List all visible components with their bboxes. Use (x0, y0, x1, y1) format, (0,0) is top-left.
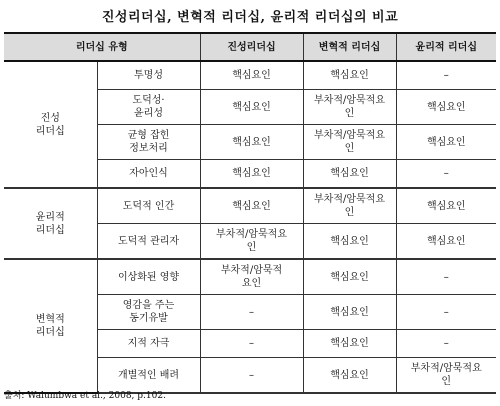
cell-transformational: 부차적/암묵적요 인 (303, 188, 396, 224)
sub-factor: 개별적인 배려 (97, 358, 200, 394)
table-row (4, 61, 496, 90)
cell-ethical: – (396, 259, 496, 295)
cell-authentic: 부차적/암묵적 요인 (200, 259, 303, 295)
cell-authentic: 핵심요인 (200, 188, 303, 224)
cell-ethical: – (396, 295, 496, 330)
cell-authentic: 핵심요인 (200, 90, 303, 125)
header-ethical: 윤리적 리더십 (396, 33, 496, 61)
sub-factor: 자아인식 (97, 160, 200, 189)
cell-authentic: 핵심요인 (200, 61, 303, 90)
cell-authentic: – (200, 358, 303, 394)
table-body (4, 61, 496, 393)
header-row (4, 33, 496, 61)
cell-ethical: 핵심요인 (396, 125, 496, 160)
sub-factor: 영감을 주는 동기유발 (97, 295, 200, 330)
cell-authentic: 핵심요인 (200, 125, 303, 160)
sub-factor: 균형 잡힌 정보처리 (97, 125, 200, 160)
cell-ethical: 핵심요인 (396, 188, 496, 224)
source-note: 출처: Walumbwa et al., 2008, p.102. (4, 391, 166, 401)
header-authentic: 진성리더십 (200, 33, 303, 61)
cell-authentic: – (200, 295, 303, 330)
cell-ethical: 핵심요인 (396, 224, 496, 260)
group-label: 변혁적 리더십 (4, 259, 97, 393)
cell-ethical: – (396, 61, 496, 90)
sub-factor: 투명성 (97, 61, 200, 90)
sub-factor: 도덕적 인간 (97, 188, 200, 224)
cell-transformational: 핵심요인 (303, 358, 396, 394)
sub-factor: 이상화된 영향 (97, 259, 200, 295)
cell-ethical: 핵심요인 (396, 90, 496, 125)
table-row (4, 259, 496, 295)
cell-transformational: 핵심요인 (303, 259, 396, 295)
comparison-table (4, 32, 496, 394)
cell-transformational: 핵심요인 (303, 61, 396, 90)
sub-factor: 도덕성· 윤리성 (97, 90, 200, 125)
cell-transformational: 부차적/암묵적요 인 (303, 125, 396, 160)
cell-transformational: 부차적/암묵적요 인 (303, 90, 396, 125)
header-transformational: 변혁적 리더십 (303, 33, 396, 61)
cell-ethical: – (396, 330, 496, 358)
cell-transformational: 핵심요인 (303, 295, 396, 330)
cell-transformational: 핵심요인 (303, 330, 396, 358)
sub-factor: 지적 자극 (97, 330, 200, 358)
group-label: 윤리적 리더십 (4, 188, 97, 259)
cell-transformational: 핵심요인 (303, 224, 396, 260)
cell-ethical: – (396, 160, 496, 189)
cell-ethical: 부차적/암묵적요 인 (396, 358, 496, 394)
cell-authentic: 부차적/암묵적요 인 (200, 224, 303, 260)
table-row (4, 188, 496, 224)
header-type: 리더십 유형 (4, 33, 200, 61)
table-title: 진성리더십, 변혁적 리더십, 윤리적 리더십의 비교 (101, 10, 399, 25)
cell-transformational: 핵심요인 (303, 160, 396, 189)
group-label: 진성 리더십 (4, 61, 97, 188)
sub-factor: 도덕적 관리자 (97, 224, 200, 260)
cell-authentic: – (200, 330, 303, 358)
cell-authentic: 핵심요인 (200, 160, 303, 189)
